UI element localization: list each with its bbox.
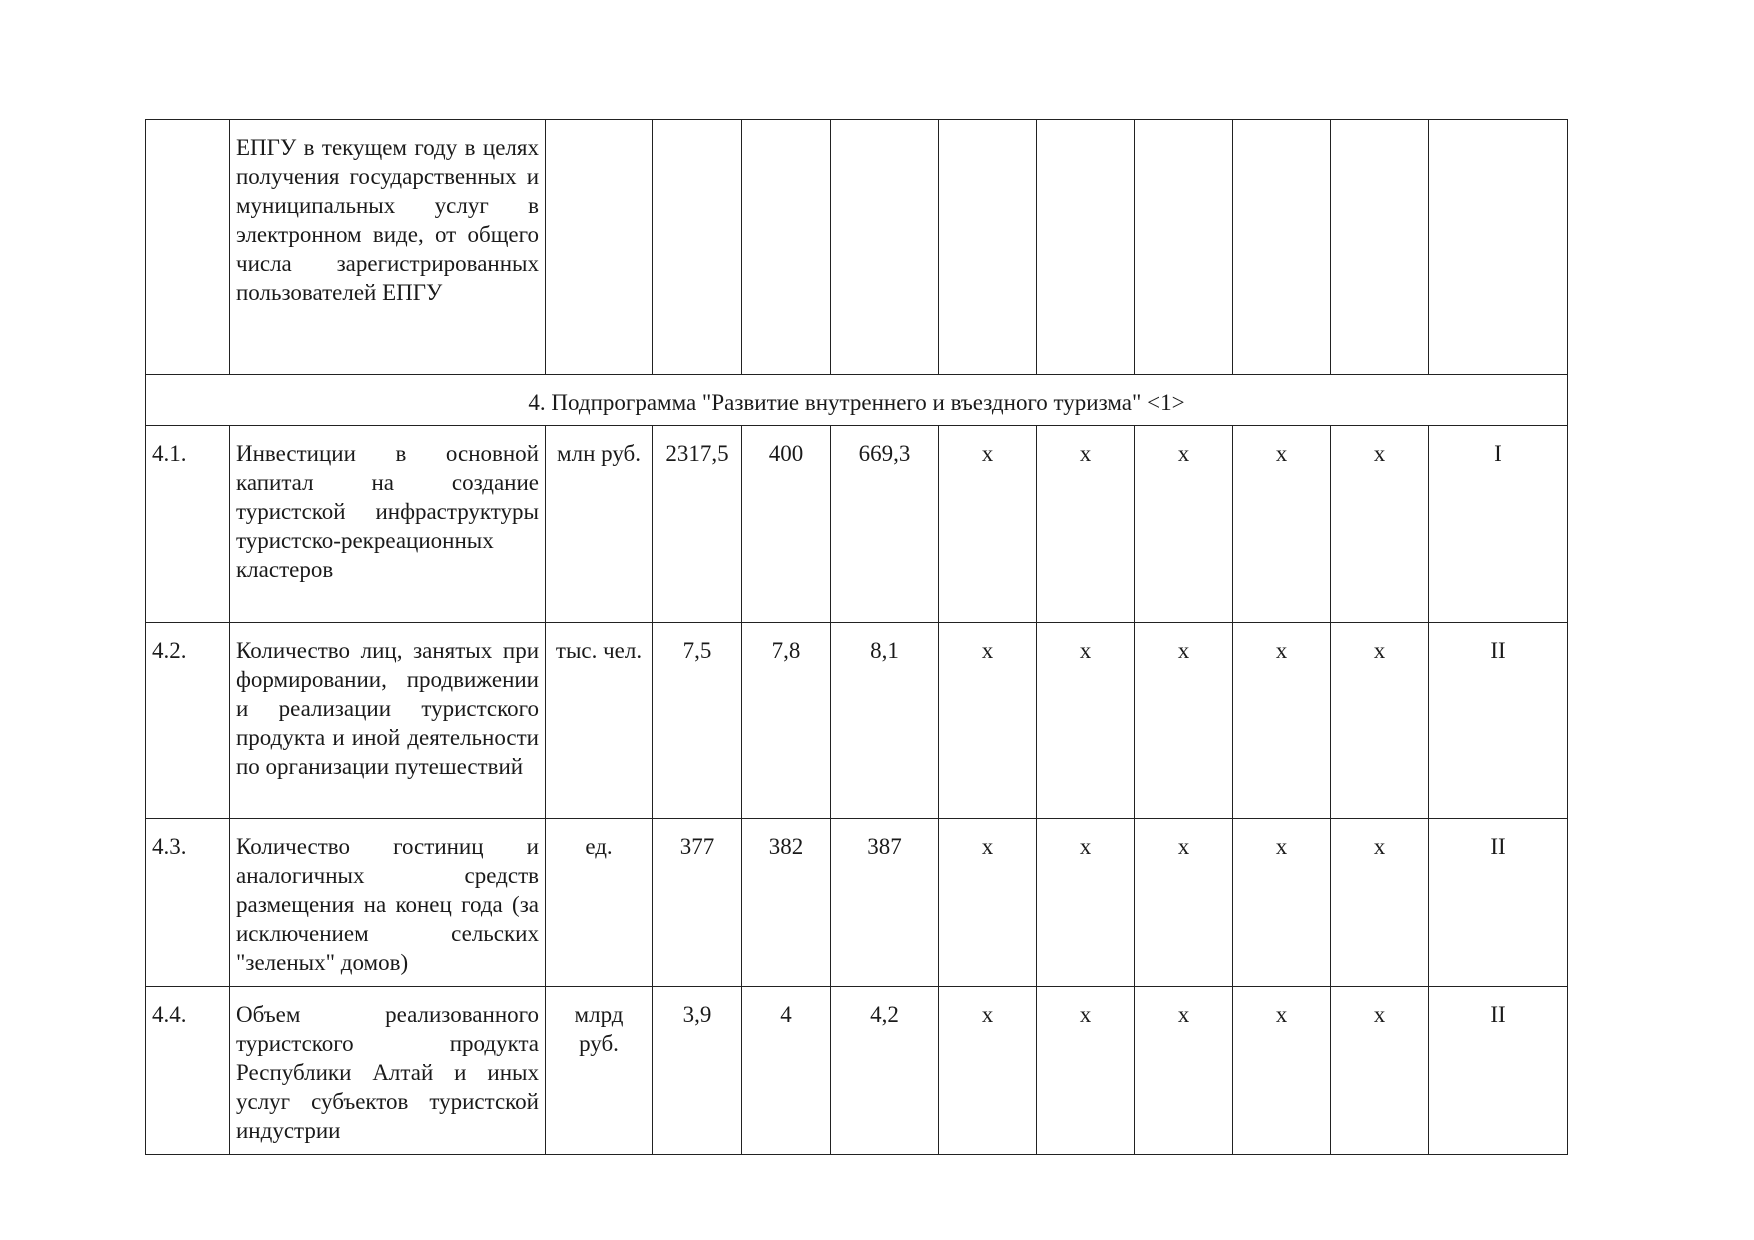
- row-value: x: [1233, 623, 1331, 819]
- row-value: x: [1135, 819, 1233, 987]
- row-description: Инвестиции в основной капитал на создание туристской инфраструктуры туристско-рекреационных кластеров: [230, 426, 546, 623]
- row-number: 4.4.: [146, 987, 230, 1155]
- row-description: ЕПГУ в текущем году в целях получения государственных и муниципальных услуг в электронном виде, от общего числа зарегистрированных пользователей ЕПГУ: [230, 120, 546, 375]
- table-row: [146, 623, 1568, 819]
- row-value: 400: [742, 426, 831, 623]
- row-value: x: [1135, 426, 1233, 623]
- row-value: x: [1135, 987, 1233, 1155]
- row-value: 7,5: [653, 623, 742, 819]
- row-value: x: [1037, 623, 1135, 819]
- row-value: 387: [831, 819, 939, 987]
- section-header-row: [146, 375, 1568, 426]
- row-category: II: [1429, 623, 1568, 819]
- row-value: x: [1233, 426, 1331, 623]
- row-category: I: [1429, 426, 1568, 623]
- row-description: Количество гостиниц и аналогичных средств размещения на конец года (за исключением сельских "зеленых" домов): [230, 819, 546, 987]
- section-title: 4. Подпрограмма "Развитие внутреннего и въездного туризма" <1>: [146, 375, 1568, 426]
- table-row-continued: [146, 120, 1568, 375]
- row-value: x: [1331, 623, 1429, 819]
- row-description: Количество лиц, занятых при формировании, продвижении и реализации туристского продукта и иной деятельности по организации путешествий: [230, 623, 546, 819]
- row-value: x: [1233, 819, 1331, 987]
- row-category: II: [1429, 819, 1568, 987]
- row-value: x: [1037, 819, 1135, 987]
- row-value: x: [1037, 426, 1135, 623]
- row-value: 7,8: [742, 623, 831, 819]
- row-value: [1331, 120, 1429, 375]
- row-unit: млн руб.: [546, 426, 653, 623]
- row-description: Объем реализованного туристского продукта Республики Алтай и иных услуг субъектов туристской индустрии: [230, 987, 546, 1155]
- row-unit: тыс. чел.: [546, 623, 653, 819]
- indicators-table: [145, 119, 1568, 1155]
- row-number: [146, 120, 230, 375]
- table-row: [146, 426, 1568, 623]
- row-value: [939, 120, 1037, 375]
- table-row: [146, 987, 1568, 1155]
- row-value: x: [939, 623, 1037, 819]
- row-value: 3,9: [653, 987, 742, 1155]
- row-number: 4.1.: [146, 426, 230, 623]
- row-value: [742, 120, 831, 375]
- row-value: x: [939, 819, 1037, 987]
- row-value: 4,2: [831, 987, 939, 1155]
- row-value: x: [1233, 987, 1331, 1155]
- row-number: 4.3.: [146, 819, 230, 987]
- row-value: x: [1135, 623, 1233, 819]
- row-value: x: [939, 426, 1037, 623]
- row-value: x: [1331, 819, 1429, 987]
- row-value: x: [1331, 426, 1429, 623]
- row-value: x: [1331, 987, 1429, 1155]
- row-category: II: [1429, 987, 1568, 1155]
- row-value: [653, 120, 742, 375]
- row-value: [1135, 120, 1233, 375]
- row-number: 4.2.: [146, 623, 230, 819]
- row-value: 382: [742, 819, 831, 987]
- row-value: 8,1: [831, 623, 939, 819]
- row-value: 2317,5: [653, 426, 742, 623]
- row-value: x: [1037, 987, 1135, 1155]
- row-unit: млрд руб.: [546, 987, 653, 1155]
- table-row: [146, 819, 1568, 987]
- row-unit: ед.: [546, 819, 653, 987]
- row-category: [1429, 120, 1568, 375]
- row-value: [1037, 120, 1135, 375]
- row-value: x: [939, 987, 1037, 1155]
- row-value: 4: [742, 987, 831, 1155]
- row-value: 377: [653, 819, 742, 987]
- row-unit: [546, 120, 653, 375]
- row-value: [1233, 120, 1331, 375]
- row-value: [831, 120, 939, 375]
- row-value: 669,3: [831, 426, 939, 623]
